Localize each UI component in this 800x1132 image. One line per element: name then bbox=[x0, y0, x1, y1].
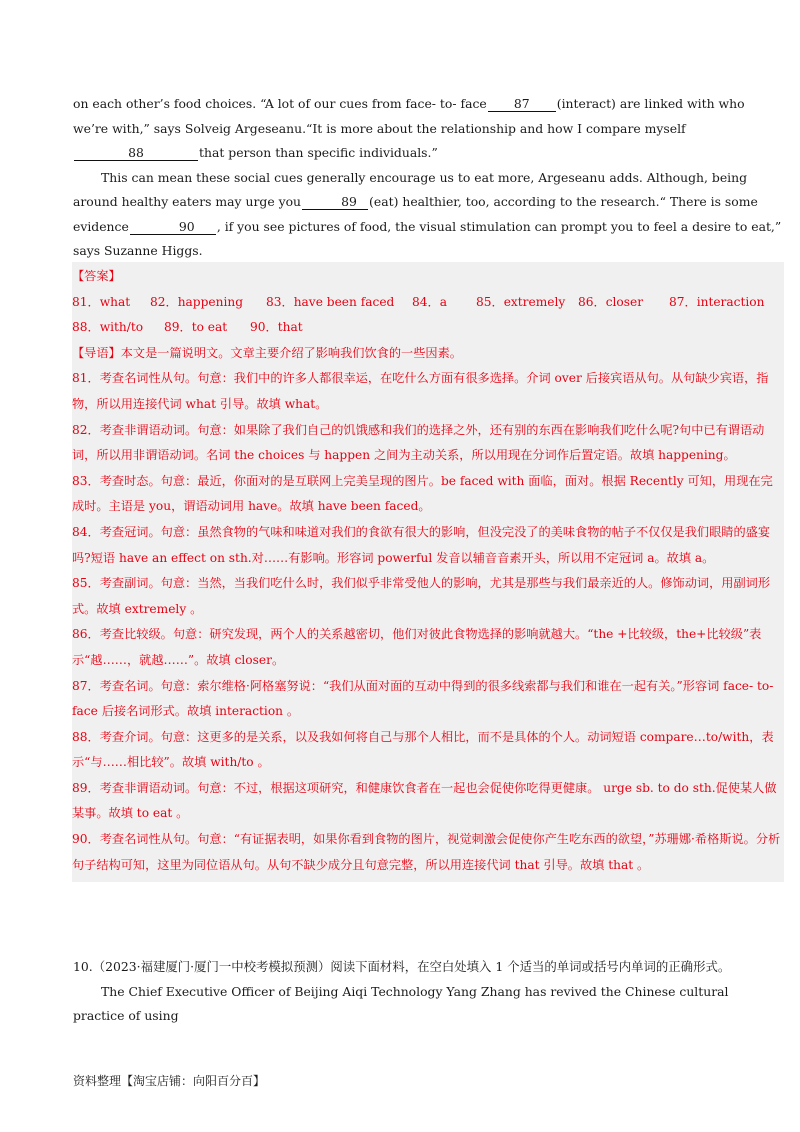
answer-row-1 bbox=[72, 290, 784, 316]
answer-item: 86．closer bbox=[578, 294, 644, 309]
answer-item: 90．that bbox=[250, 320, 303, 335]
answer-item: 88．with/to bbox=[72, 320, 144, 335]
answer-item: 83．have been faced bbox=[266, 294, 395, 309]
passage-text: on each other’s food choices. “A lot of our cues from face- to- face bbox=[73, 96, 487, 111]
answer-item: 89．to eat bbox=[164, 320, 228, 335]
answer-item: 82．happening bbox=[150, 294, 244, 309]
next-question bbox=[73, 955, 783, 1029]
answer-heading: 【答案】 bbox=[72, 269, 121, 283]
guide-text: 【导语】本文是一篇说明文。文章主要介绍了影响我们饮食的一些因素。 bbox=[72, 345, 462, 360]
explanation-87: 87．考查名词。句意：索尔维格·阿格塞努说：“我们从面对面的互动中得到的很多线索都与我们和谁在一起有关。”形容词 face- to- face 后接名词形式。故填 interaction 。 bbox=[72, 678, 774, 719]
footer-note: 资料整理【淘宝店铺：向阳百分百】 bbox=[73, 1074, 266, 1088]
answer-item: 87．interaction bbox=[669, 294, 765, 309]
question-title: 10.（2023·福建厦门·厦门一中校考模拟预测）阅读下面材料，在空白处填入 1 个适当的单词或括号内单词的正确形式。 bbox=[73, 959, 731, 974]
passage-text: , if you see pictures of food, the visual stimulation can prompt you to feel a desire to eat,” says Suzanne Higgs. bbox=[73, 218, 782, 258]
blank-88: 88 bbox=[74, 145, 198, 161]
explanation-81: 81．考查名词性从句。句意：我们中的许多人都很幸运，在吃什么方面有很多选择。介词 over 后接宾语从句。从句缺少宾语，指物，所以用连接代词 what 引导。故填 what。 bbox=[72, 371, 769, 411]
answer-item: 85．extremely bbox=[476, 294, 566, 309]
answer-item: 84．a bbox=[412, 294, 447, 309]
explanation-90: 90．考查名词性从句。句意：“有证据表明，如果你看到食物的图片，视觉刺激会促使你产生吃东西的欲望，”苏珊娜·希格斯说。分析句子结构可知，这里为同位语从句。从句不缺少成分且句意完整，所以用连接代词 that 引导。故填 that 。 bbox=[72, 832, 781, 872]
passage-text: (eat) healthier, too, according to the research.“ There is some evidence bbox=[73, 194, 758, 234]
question-text: The Chief Executive Officer of Beijing Aiqi Technology Yang Zhang has revived the Chinese cultural practice of using bbox=[73, 983, 729, 1023]
answer-section bbox=[72, 262, 784, 882]
passage-text: (interact) are linked with who we’re with,” says Solveig Argeseanu.“It is more about the relationship and how I compare myself bbox=[73, 96, 745, 136]
explanation-84: 84．考查冠词。句意：虽然食物的气味和味道对我们的食欲有很大的影响，但没完没了的美味食物的帖子不仅仅是我们眼睛的盛宴吗?短语 have an effect on sth.对……有影响。形容词 powerful 发音以辅音音素开头，所以用不定冠词 a。故填 a。 bbox=[72, 524, 771, 565]
answer-item: 81．what bbox=[72, 294, 131, 309]
blank-90: 90 bbox=[130, 219, 216, 235]
explanation-82: 82．考查非谓语动词。句意：如果除了我们自己的饥饿感和我们的选择之外，还有别的东西在影响我们吃什么呢?句中已有谓语动词，所以用非谓语动词。名词 the choices 与 happen 之间为主动关系，所以用现在分词作后置定语。故填 happening。 bbox=[72, 422, 765, 463]
explanation-89: 89．考查非谓语动词。句意：不过，根据这项研究，和健康饮食者在一起也会促使你吃得更健康。 urge sb. to do sth.促使某人做某事。故填 to eat 。 bbox=[72, 780, 777, 821]
passage-text: that person than specific individuals.” bbox=[199, 145, 438, 160]
passage-paragraph-2 bbox=[73, 166, 783, 264]
blank-87: 87 bbox=[488, 96, 556, 112]
explanation-88: 88．考查介词。句意：这更多的是关系，以及我如何将自己与那个人相比，而不是具体的个人。动词短语 compare…to/with，表示“与……相比较”。故填 with/to 。 bbox=[72, 729, 774, 770]
explanation-83: 83．考查时态。句意：最近，你面对的是互联网上完美呈现的图片。be faced with 面临，面对。根据 Recently 可知，用现在完成时。主语是 you，谓语动词用 have。故填 have been faced。 bbox=[72, 473, 773, 514]
answer-row-2 bbox=[72, 315, 784, 341]
passage-paragraph-1 bbox=[73, 92, 783, 166]
passage bbox=[73, 92, 783, 264]
explanation-85: 85．考查副词。句意：当然，当我们吃什么时，我们似乎非常受他人的影响，尤其是那些与我们最亲近的人。修饰动词，用副词形式。故填 extremely 。 bbox=[72, 576, 771, 616]
explanation-86: 86．考查比较级。句意：研究发现，两个人的关系越密切，他们对彼此食物选择的影响就越大。“the +比较级，the+比较级”表示“越……，就越……”。故填 closer。 bbox=[72, 627, 762, 667]
passage-text: This can mean these social cues generally encourage us to eat more, Argeseanu adds. Although, being around healthy eaters may urge you bbox=[73, 169, 748, 209]
blank-89: 89 bbox=[302, 194, 368, 210]
